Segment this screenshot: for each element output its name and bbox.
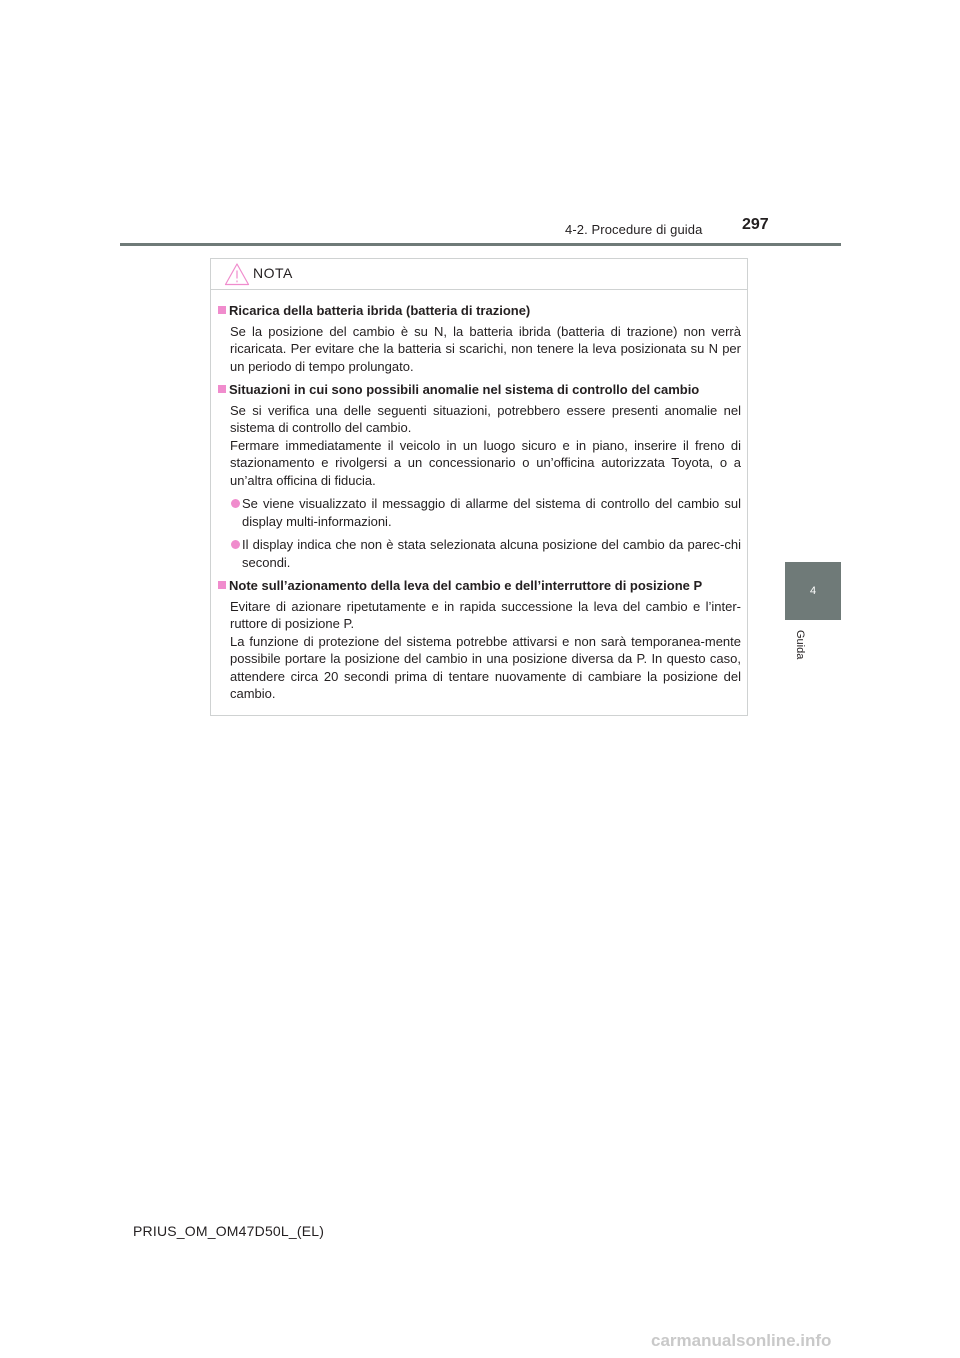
section-paragraph: Fermare immediatamente il veicolo in un luogo sicuro e in piano, inserire il freno di stazionamento e rivolgersi a un concessionario o un’officina autorizzata Toyota, o a un’altra officina di fiducia. (230, 437, 741, 488)
header-section-title: 4-2. Procedure di guida (565, 222, 703, 237)
chapter-tab (785, 562, 841, 620)
section-paragraph: Se la posizione del cambio è su N, la batteria ibrida (batteria di trazione) non verrà ricaricata. Per evitare che la batteria si scarichi, non tenere la leva posizionata su N per un periodo di tempo prolungato. (230, 323, 741, 374)
note-section (218, 577, 741, 703)
header-rule (120, 243, 841, 246)
list-item: Se viene visualizzato il messaggio di allarme del sistema di controllo del cambio sul display multi-informazioni. (218, 495, 741, 530)
section-heading: Situazioni in cui sono possibili anomalie nel sistema di controllo del cambio (218, 381, 741, 399)
section-heading: Note sull’azionamento della leva del cambio e dell’interruttore di posizione P (218, 577, 741, 595)
circle-bullet-icon (231, 499, 240, 508)
note-title: NOTA (253, 265, 293, 281)
note-section (218, 381, 741, 571)
square-bullet-icon (218, 306, 226, 314)
chapter-label: Guida (794, 630, 806, 660)
square-bullet-icon (218, 385, 226, 393)
note-section (218, 302, 741, 375)
note-header (211, 259, 747, 290)
section-paragraph: Se si verifica una delle seguenti situazioni, potrebbero essere presenti anomalie nel sistema di controllo del cambio. (230, 402, 741, 435)
square-bullet-icon (218, 581, 226, 589)
note-body (211, 290, 747, 703)
list-item: Il display indica che non è stata selezionata alcuna posizione del cambio da parec-chi secondi. (218, 536, 741, 571)
page-number: 297 (742, 216, 769, 233)
section-paragraph: La funzione di protezione del sistema potrebbe attivarsi e non sarà temporanea-mente possibile portare la posizione del cambio in una posizione diversa da P. In questo caso, attendere circa 20 secondi prima di tentare nuovamente di cambiare la posizione del cambio. (230, 633, 741, 701)
watermark: carmanualsonline.info (651, 1331, 832, 1350)
chapter-number: 4 (809, 585, 817, 597)
note-box (210, 258, 748, 716)
document-code: PRIUS_OM_OM47D50L_(EL) (133, 1223, 325, 1239)
circle-bullet-icon (231, 540, 240, 549)
section-heading: Ricarica della batteria ibrida (batteria di trazione) (218, 302, 741, 320)
warning-triangle-icon (224, 262, 250, 286)
section-paragraph: Evitare di azionare ripetutamente e in rapida successione la leva del cambio e l’inter-ruttore di posizione P. (230, 598, 741, 631)
